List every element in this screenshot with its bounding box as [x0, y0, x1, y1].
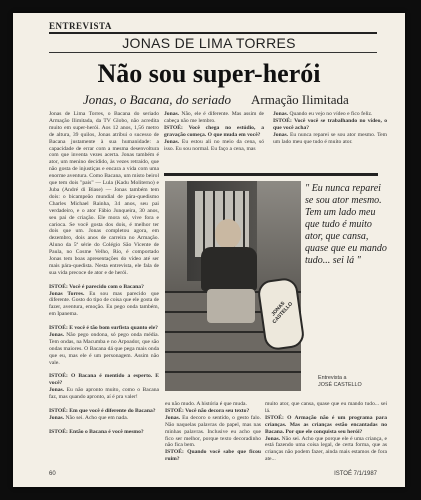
- page-number: 60: [49, 471, 56, 477]
- article-title: Não sou super-herói: [97, 59, 321, 88]
- top-rule: [49, 32, 377, 34]
- answer-label: Jonas.: [49, 332, 65, 338]
- answer: Eu decoro o sentido, o gesto falo. Não naquelas palavras do papel, mas nas minhas palavras. Inclusive eu acho que fico ser melhor, porque texto decoradinho não fica bem.: [165, 414, 261, 449]
- question: ISTOÉ: E você é tão bom surfista quanto ele?: [49, 325, 158, 332]
- question: ISTOÉ: O Bacana é mentido a esperto. E você?: [49, 373, 159, 387]
- text-column-5: [265, 401, 387, 463]
- magazine-page: [13, 13, 405, 487]
- answer-label: Jonas.: [164, 111, 180, 117]
- answer-label: Jonas.: [164, 138, 180, 145]
- answer-label: Jonas.: [49, 414, 65, 421]
- question: ISTOÉ: Você chega no estúdio, a gravação começa. O que muda em você?: [164, 124, 264, 138]
- boy-head: [215, 219, 241, 249]
- answer: Não, ele é diferente. Mas assim de cabeça não me lembro.: [164, 111, 264, 124]
- question: ISTOÉ: Quando você sabe que ficou ruim?: [165, 449, 261, 463]
- skateboard-text: JONAS CASTELLO: [270, 300, 295, 326]
- intro-paragraph: Jonas de Lima Torres, o Bacana do seriado Armação Ilimitada, da TV Globo, não acredita muito em super-herói. Aos 12 anos, 1,56 metro de altura, 39 quilos, Jonas atribui o sucesso de Bacana justamente à sua humanidade: a capacidade de errar com a mesma desenvoltura com que inventa vezes acerta. Jonas também é ator, um menino decidido, às vezes retraído, que não gosta de injustiças e encara a vida com uma enorme aventura. Como Bacana, um misto beirol que tem dois "pais" — Lula (Kadu Moliterno) e Juba (André di Biase) — Jonas também tem dois: o bicampeão mundial de pára-quedismo Charles Michael Rainha, 34 anos, seu pai verdadeiro, e o ator Fábio Junqueira, 30 anos, seu pai de criação. Ele mora só, vive fora e carioca. Se você gosta dos dois, é melhor ter dois que um. Jonas completou agora, em dezembro, dois anos de carreira no Armação. Aluno da 5ª série do Colégio São Vicente de Paula, no Cosme Velho, Rio, é comportado Jonas tem boas apresentações do vídeo até ser mais pára-quedista. Nesta entrevista, ele fala de sua vida precoce de ator e de herói.: [49, 111, 159, 276]
- answer: Eu sou mas parecido que diferente. Gosto do tipo de coisa que ele gosta de fazer, aventura, emoção. Eu pego onda também, em Ipanema.: [49, 290, 159, 318]
- interview-credit: [318, 375, 362, 388]
- text-column-4: [165, 401, 261, 463]
- answer: eu não mudo. A história é que muda.: [165, 401, 247, 407]
- answer: Quando eu vejo no vídeo e fico feliz.: [289, 111, 373, 117]
- answer: estamos de fora ate...: [265, 449, 387, 463]
- answer-label: Jonas.: [273, 131, 289, 138]
- answer: Não sei. Acho que em nada.: [65, 414, 129, 421]
- photo-jonas-on-steps: [165, 181, 301, 389]
- step: [165, 351, 301, 371]
- answer-label: Jonas Torres.: [49, 290, 85, 297]
- answer: Não sei. Acho que porque ele é uma criança, e está fazendo uma coisa legal, de certa forma, que as crianças não podem fazer, ainda mais: [265, 435, 387, 456]
- question: ISTOÉ: Você é parecido com o Bacana?: [49, 283, 144, 290]
- pull-quote: " Eu nunca reparei se sou ator mesmo. Tem um lado meu que tudo é muito ator, que cansa, quase que eu mando tudo... sei lá ": [305, 183, 387, 266]
- answer-label: Jonas.: [49, 387, 65, 394]
- answer: muito ator, que cansa, quase que eu mando tudo... sei lá.: [265, 401, 387, 414]
- answer-label: Jonas.: [265, 435, 281, 442]
- answer: Eu nunca reparei se sou ator mesmo. Tem um lado meu que tudo é muito ator.: [273, 131, 387, 145]
- issue-date: ISTOÉ 7/1/1987: [334, 471, 377, 477]
- answer-label: Jonas.: [165, 414, 181, 421]
- text-column-1: [49, 111, 159, 458]
- interviewee-name: JONAS DE LIMA TORRES: [122, 35, 296, 51]
- question: ISTOÉ: Em que você é diferente do Bacana?: [49, 407, 156, 414]
- boy-legs: [207, 289, 255, 323]
- answer: Eu estou ali no meio da cena, só isso. Eu sou normal. Eu faço a cena, mas: [164, 138, 264, 152]
- question: ISTOÉ: Você não decora seu texto?: [165, 407, 250, 414]
- kicker-rule: [49, 52, 377, 53]
- skateboard: [256, 277, 305, 352]
- credit-name: JOSÉ CASTELLO: [318, 381, 362, 388]
- article-subtitle: Jonas, o Bacana, do seriado: [83, 92, 232, 107]
- photo-rule: [164, 173, 378, 176]
- step: [165, 371, 301, 391]
- boy-body: [201, 247, 257, 291]
- credit-line: Entrevista a: [318, 375, 347, 381]
- article-subtitle-show: Armação Ilimitada: [251, 92, 349, 107]
- answer: Eu não apronto muito, como o Bacana faz, mas quando apronto, aí é pra valer!: [49, 387, 160, 401]
- question: ISTOÉ: Você você se trabalhando no vídeo, o que você acha?: [273, 117, 387, 131]
- answer: Não pego ondona, só pego onda média. Tem ondas, na Macumba e no Arpoador, que são ondas maiores. O Bacana dá que pega mais onda que eu, mas ele é um personagem. Assim não vale.: [49, 332, 159, 366]
- answer-label: Jonas.: [273, 111, 289, 117]
- text-column-3: [273, 111, 387, 167]
- question: ISTOÉ: Então o Bacana é você mesmo?: [49, 428, 144, 435]
- section-label: ENTREVISTA: [49, 21, 112, 31]
- question: ISTOÉ: O Armação não é um programa para crianças. Mas as crianças estão encantadas no Bacana. Por que ele conquista seu herói?: [265, 414, 387, 435]
- text-column-2: [164, 111, 264, 167]
